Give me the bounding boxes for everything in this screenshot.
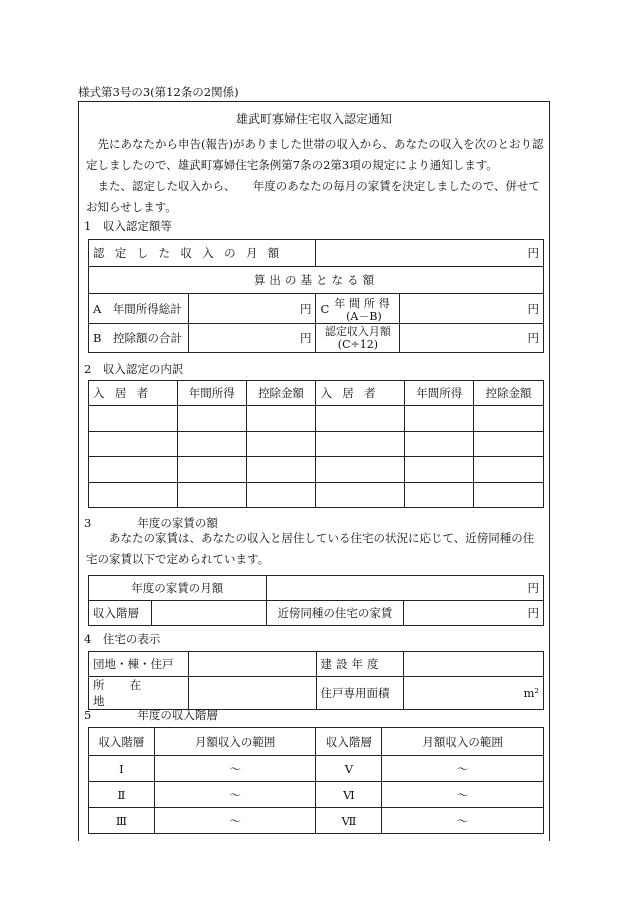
tier-cell: Ⅲ <box>89 808 155 834</box>
header-deduction-1: 控除金額 <box>246 381 316 406</box>
col-range-1: 月額収入の範囲 <box>154 728 316 756</box>
d-sub: (C÷12) <box>337 338 378 351</box>
range-cell: ～ <box>154 808 316 834</box>
breakdown-table <box>88 380 544 508</box>
section3-heading: 3 年度の家賃の額 <box>84 516 218 530</box>
header-deduction-2: 控除金額 <box>474 381 544 406</box>
income-tier-value <box>151 601 266 626</box>
location-label: 所在地 <box>89 677 189 710</box>
table-row <box>89 457 544 483</box>
section2-heading: 2 収入認定の内訳 <box>84 362 184 376</box>
d-label: 認定収入月額 <box>324 325 391 338</box>
table-row <box>89 406 544 432</box>
certified-monthly-label <box>316 324 400 353</box>
rent-table <box>88 575 544 626</box>
deduction-total-label: B 控除額の合計 <box>89 324 189 353</box>
col-tier-1: 収入階層 <box>89 728 155 756</box>
area-label: 住戸専用面積 <box>316 677 404 710</box>
section3-text <box>86 528 544 570</box>
nearby-rent-label: 近傍同種の住宅の家賃 <box>266 601 404 626</box>
intro-paragraph-1: 先にあなたから申告(報告)がありました世帯の収入から、あなたの収入を次のとおり認定しましたので、雄武町寡婦住宅条例第7条の2第3項の規定により通知します。 <box>86 137 544 172</box>
section3-paragraph: あなたの家賃は、あなたの収入と居住している住宅の状況に応じて、近傍同種の住宅の家賃以下で定められています。 <box>86 531 535 566</box>
estate-label: 団地・棟・住戸 <box>89 652 189 677</box>
section4-heading: 4 住宅の表示 <box>84 632 161 646</box>
table-row <box>89 808 544 834</box>
annual-income-total-label: A 年間所得総計 <box>89 294 189 324</box>
header-resident-1: 入居者 <box>89 381 178 406</box>
table-row <box>89 483 544 508</box>
tier-cell: Ⅴ <box>316 756 382 782</box>
intro-text <box>86 134 544 218</box>
header-annual-income-2: 年間所得 <box>405 381 474 406</box>
build-year-label: 建設年度 <box>316 652 404 677</box>
annual-income-c-value: 円 <box>400 294 544 324</box>
tier-cell: Ⅶ <box>316 808 382 834</box>
tier-cell: Ⅱ <box>89 782 155 808</box>
location-value <box>188 677 316 710</box>
tier-cell: Ⅵ <box>316 782 382 808</box>
area-value: m² <box>404 677 544 710</box>
intro-paragraph-2: また、認定した収入から、 年度のあなたの毎月の家賃を決定しましたので、併せてお知らせします。 <box>86 179 541 214</box>
income-table <box>88 239 544 353</box>
c-prefix: C <box>320 301 330 316</box>
table-row <box>89 432 544 457</box>
rent-monthly-value: 円 <box>266 576 543 601</box>
col-range-2: 月額収入の範囲 <box>382 728 544 756</box>
deduction-total-value: 円 <box>188 324 316 353</box>
table-row <box>89 782 544 808</box>
nearby-rent-value: 円 <box>404 601 544 626</box>
annual-income-c-label <box>316 294 400 324</box>
range-cell: ～ <box>382 782 544 808</box>
section5-heading: 5 年度の収入階層 <box>84 708 218 722</box>
range-cell: ～ <box>382 808 544 834</box>
monthly-income-label: 認定した収入の月額 <box>89 240 316 267</box>
range-cell: ～ <box>154 782 316 808</box>
header-resident-2: 入居者 <box>316 381 405 406</box>
document-title: 雄武町寡婦住宅収入認定通知 <box>235 112 392 126</box>
build-year-value <box>404 652 544 677</box>
header-annual-income-1: 年間所得 <box>177 381 246 406</box>
col-tier-2: 収入階層 <box>316 728 382 756</box>
rent-monthly-label: 年度の家賃の月額 <box>89 576 267 601</box>
annual-income-total-value: 円 <box>188 294 316 324</box>
monthly-income-value: 円 <box>316 240 544 267</box>
housing-table <box>88 651 544 710</box>
basis-label: 算出の基となる額 <box>89 267 544 294</box>
section1-heading: 1 収入認定額等 <box>84 219 172 233</box>
income-tier-label: 収入階層 <box>89 601 152 626</box>
form-id: 様式第3号の3(第12条の2関係) <box>78 85 239 99</box>
certified-monthly-value: 円 <box>400 324 544 353</box>
c-sub: (A－B) <box>346 310 382 323</box>
table-row <box>89 756 544 782</box>
c-label: 年間所得 <box>334 297 394 310</box>
income-tier-table <box>88 727 544 834</box>
range-cell: ～ <box>154 756 316 782</box>
range-cell: ～ <box>382 756 544 782</box>
estate-value <box>188 652 316 677</box>
tier-cell: Ⅰ <box>89 756 155 782</box>
